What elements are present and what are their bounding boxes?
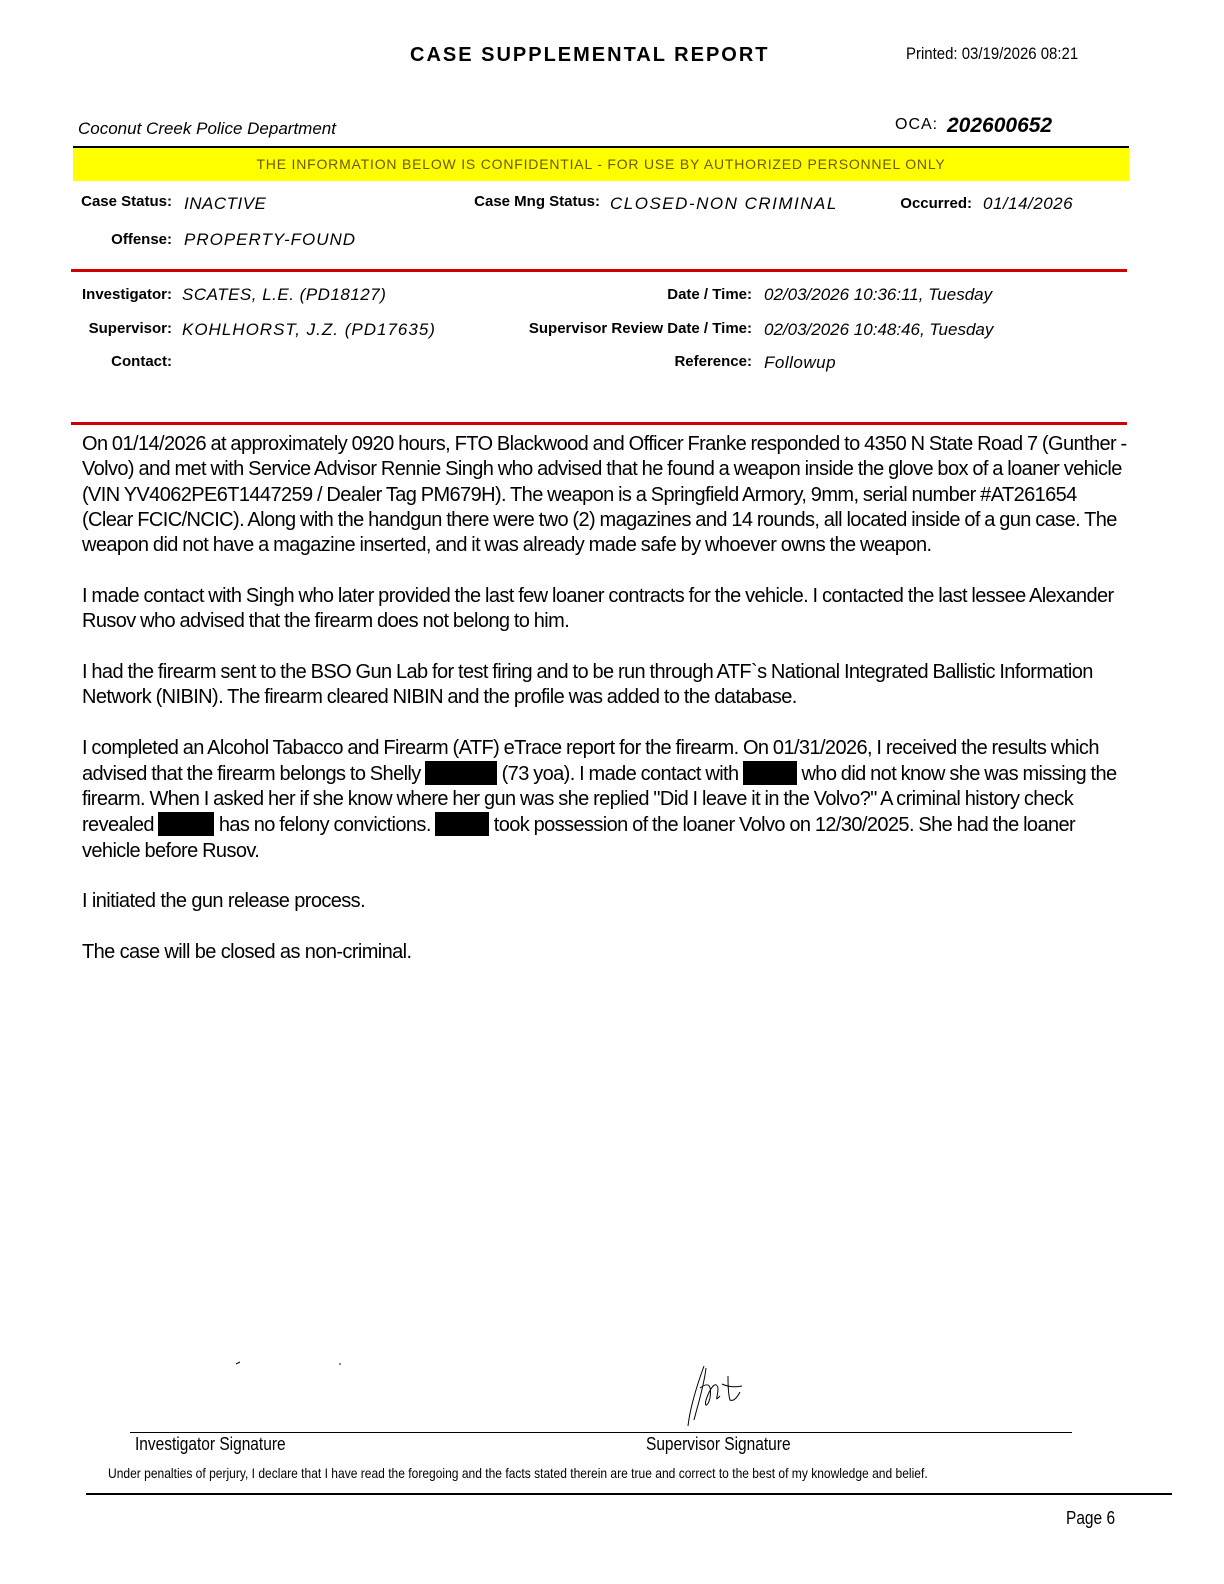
redaction-box bbox=[435, 812, 489, 836]
datetime-label: Date / Time: bbox=[667, 286, 752, 303]
oca-number: 202600652 bbox=[947, 114, 1053, 137]
confidential-banner: THE INFORMATION BELOW IS CONFIDENTIAL - FOR USE BY AUTHORIZED PERSONNEL ONLY bbox=[73, 148, 1129, 181]
narrative-divider bbox=[71, 422, 1127, 425]
department-name: Coconut Creek Police Department bbox=[78, 119, 336, 138]
case-status-value: INACTIVE bbox=[184, 194, 267, 213]
narrative-p4-part-a: I completed an Alcohol Tabacco and Firearm (ATF) eTrace report for the firearm. On 01/31/2026, I received the results which advised that the firearm belongs to Shelly bbox=[82, 736, 1099, 785]
case-mng-status-value: CLOSED-NON CRIMINAL bbox=[610, 194, 838, 213]
narrative-p4-part-e: took possession of the loaner Volvo on 12/30/2025. She had the loaner vehicle before Rusov. bbox=[82, 814, 1076, 862]
footer-divider bbox=[86, 1493, 1172, 1495]
section-divider bbox=[71, 269, 1127, 272]
contact-label: Contact: bbox=[111, 353, 172, 370]
supervisor-signature-label: Supervisor Signature bbox=[646, 1434, 791, 1454]
perjury-statement: Under penalties of perjury, I declare that I have read the foregoing and the facts stated therein are true and correct to the best of my knowledge and belief. bbox=[108, 1465, 928, 1481]
page-number: Page 6 bbox=[1066, 1508, 1116, 1528]
occurred-label: Occurred: bbox=[900, 195, 972, 212]
investigator-signature-label: Investigator Signature bbox=[135, 1434, 286, 1454]
investigator-signature-mark bbox=[232, 1358, 352, 1370]
narrative-paragraph-6: The case will be closed as non-criminal. bbox=[82, 940, 412, 963]
supervisor-review-value: 02/03/2026 10:48:46, Tuesday bbox=[764, 320, 994, 339]
supervisor-label: Supervisor: bbox=[88, 320, 172, 337]
narrative-paragraph-4 bbox=[82, 736, 1132, 864]
offense-value: PROPERTY-FOUND bbox=[184, 230, 357, 249]
oca-label: OCA: bbox=[895, 116, 939, 133]
redaction-box bbox=[158, 812, 214, 836]
reference-label: Reference: bbox=[674, 353, 752, 370]
redaction-box bbox=[425, 761, 497, 785]
offense-label: Offense: bbox=[111, 231, 172, 248]
printed-timestamp: Printed: 03/19/2026 08:21 bbox=[906, 44, 1079, 63]
supervisor-value: KOHLHORST, J.Z. (PD17635) bbox=[182, 320, 436, 339]
narrative bbox=[82, 432, 1132, 991]
redaction-box bbox=[743, 761, 797, 785]
signature-line bbox=[130, 1432, 1072, 1433]
supervisor-signature-mark bbox=[682, 1358, 752, 1430]
narrative-p4-part-d: has no felony convictions. bbox=[218, 814, 431, 837]
narrative-p4-part-c: who did not know she was missing the firearm. When I asked her if she know where her gun was she replied "Did I leave it in the Volvo?" A criminal history check revealed bbox=[82, 762, 1117, 837]
narrative-paragraph-3: I had the firearm sent to the BSO Gun Lab for test firing and to be run through ATF`s National Integrated Ballistic Information Network (NIBIN). The firearm cleared NIBIN and the profile was added to the database. bbox=[82, 660, 1093, 708]
narrative-p4-part-b: (73 yoa). I made contact with bbox=[501, 762, 739, 785]
narrative-paragraph-5: I initiated the gun release process. bbox=[82, 890, 366, 913]
narrative-paragraph-2: I made contact with Singh who later provided the last few loaner contracts for the vehicle. I contacted the last lessee Alexander Rusov who advised that the firearm does not belong to him. bbox=[82, 584, 1114, 633]
investigator-label: Investigator: bbox=[81, 286, 172, 303]
supervisor-review-label: Supervisor Review Date / Time: bbox=[528, 320, 752, 337]
occurred-value: 01/14/2026 bbox=[983, 194, 1074, 213]
reference-value: Followup bbox=[764, 353, 837, 372]
case-mng-status-label: Case Mng Status: bbox=[474, 193, 600, 210]
investigator-value: SCATES, L.E. (PD18127) bbox=[182, 285, 387, 304]
datetime-value: 02/03/2026 10:36:11, Tuesday bbox=[764, 285, 993, 304]
narrative-paragraph-1: On 01/14/2026 at approximately 0920 hours, FTO Blackwood and Officer Franke responded to 4350 N State Road 7 (Gunther - Volvo) and met with Service Advisor Rennie Singh who advised that he found a weapon inside the glove box of a loaner vehicle (VIN YV4062PE6T1447259 / Dealer Tag PM679H). The weapon is a Springfield Armory, 9mm, serial number #AT261654 (Clear FCIC/NCIC). Along with the handgun there were two (2) magazines and 14 rounds, all located inside of a gun case. The weapon did not have a magazine inserted, and it was already made safe by whoever owns the weapon. bbox=[82, 433, 1127, 557]
case-status-label: Case Status: bbox=[81, 193, 172, 210]
report-title: CASE SUPPLEMENTAL REPORT bbox=[410, 44, 770, 66]
